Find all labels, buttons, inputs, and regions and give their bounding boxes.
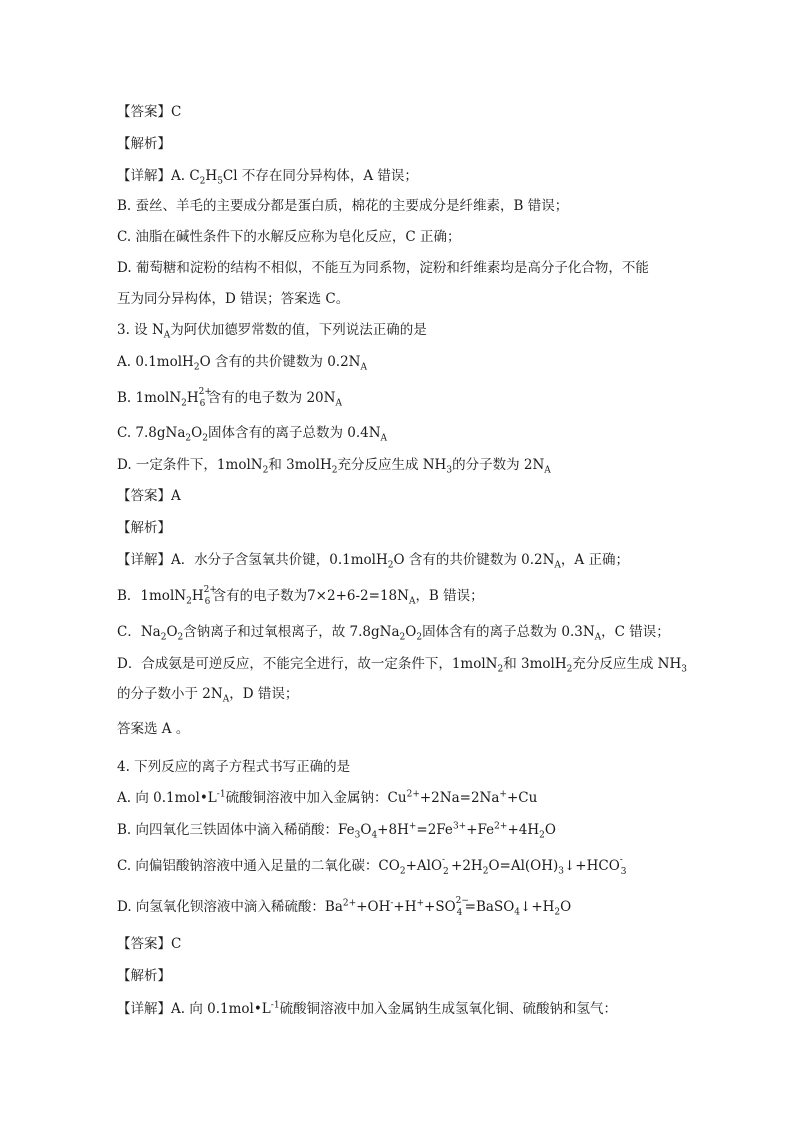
q3-detail-b: B．1molN$_2$H 2+ 6 含有的电子数为$7\times 2+6-2=18N_A$，B 错误；	[117, 584, 484, 607]
q3-detail-a: 【详解】A．水分子含氢氧共价键，0.1molH$_2$O 含有的共价键数为 $0.2N_A$，A 正确；	[117, 552, 629, 571]
q3-option-b: B. 1molN$_2$H 2+ 6 含有的电子数为 $20N_A$	[117, 386, 342, 409]
q3-analysis-label: 【解析】	[117, 520, 171, 536]
q3-detail-d1: D．合成氨是可逆反应，不能完全进行，故一定条件下，1molN$_2$和 3molH$_2$充分反应生成 $NH_3$	[117, 656, 687, 675]
q4-stem: 4. 下列反应的离子方程式书写正确的是	[117, 759, 351, 775]
q3-option-c: C. $7.8gNa_2O_2$固体含有的离子总数为 $0.4N_A$	[117, 425, 388, 444]
q2-detail-c: C. 油脂在碱性条件下的水解反应称为皂化反应，C 正确；	[117, 229, 461, 245]
q3-detail-c: C．$Na_2O_2$含钠离子和过氧根离子，故 $7.8gNa_2O_2$固体含有的离子总数为 $0.3N_A$，C 错误；	[117, 624, 670, 643]
q4-option-d: D. 向氢氧化钡溶液中滴入稀硫酸：$Ba^{2+}+OH^-+H^++SO$ 2− 4 $=BaSO_4↓+H_2O$	[117, 895, 572, 918]
q4-detail-a: 【详解】A. 向 $0.1mol•L^{-1}$硫酸铜溶液中加入金属钠生成氢氧化铜、硫酸钠和氢气：	[117, 1000, 618, 1017]
q3-option-a: A. 0.1molH$_2$O 含有的共价键数为 $0.2N_A$	[117, 354, 367, 373]
q3-option-d: D. 一定条件下，1molN$_2$和 3molH$_2$充分反应生成 $NH_3$的分子数为 $2N_A$	[117, 457, 551, 476]
q3-answer: 【答案】A	[117, 488, 181, 504]
q2-detail-d1: D. 葡萄糖和淀粉的结构不相似，不能互为同系物，淀粉和纤维素均是高分子化合物，不能	[117, 260, 649, 276]
q2-detail-d2: 互为同分异构体，D 错误；答案选 C。	[117, 291, 350, 307]
q3-conclusion: 答案选 A 。	[117, 721, 190, 737]
q4-option-b: B. 向四氧化三铁固体中滴入稀硝酸：$Fe_3O_4+8H^+=2Fe^{3+}+Fe^{2+}+4H_2O$	[117, 821, 556, 841]
q2-analysis-label: 【解析】	[117, 136, 171, 152]
q2-answer: 【答案】C	[117, 104, 182, 120]
q4-answer: 【答案】C	[117, 936, 182, 952]
q4-option-c: C. 向偏铝酸钠溶液中通入足量的二氧化碳：$CO_2+AlO$ - 2 $+2H_2O=Al(OH)_3↓+HCO$ - 3	[117, 854, 627, 877]
q2-detail-b: B. 蚕丝、羊毛的主要成分都是蛋白质，棉花的主要成分是纤维素，B 错误；	[117, 198, 569, 214]
q3-stem: 3. 设 $N_A$为阿伏加德罗常数的值，下列说法正确的是	[117, 322, 427, 341]
q2-detail-a: 【详解】A. $C_2H_5Cl$ 不存在同分异构体，A 错误；	[117, 168, 418, 187]
q4-analysis-label: 【解析】	[117, 968, 171, 984]
q3-detail-d2: 的分子数小于 $2N_A$，D 错误；	[117, 686, 299, 705]
q4-option-a: A. 向 $0.1mol•L^{-1}$硫酸铜溶液中加入金属钠：$Cu^{2+}+2Na=2Na^++Cu$	[117, 789, 538, 806]
